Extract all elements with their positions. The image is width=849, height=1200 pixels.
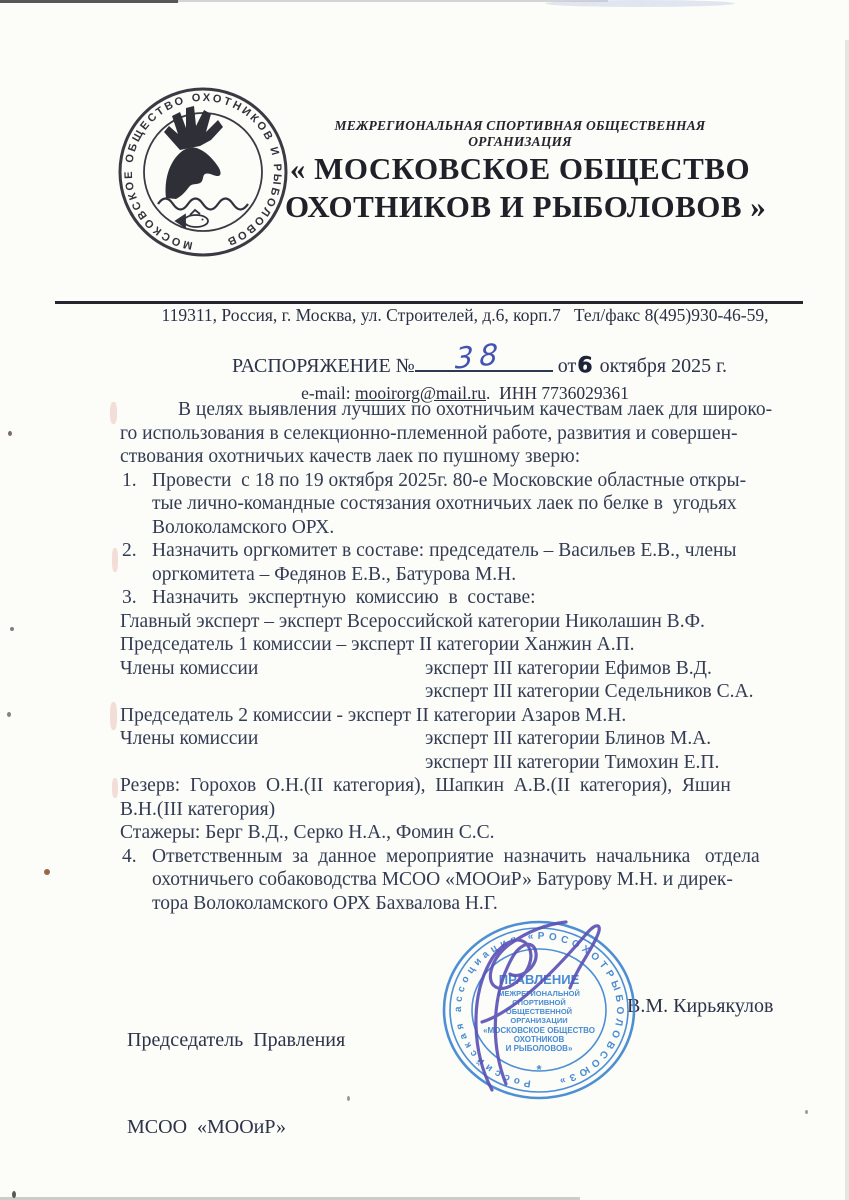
scan-smudge [110,702,117,730]
scan-speck [7,712,11,717]
body-line: Председатель 1 комиссии – эксперт II категории Ханжин А.П. [120,634,635,655]
order-heading [232,336,728,379]
body-line: го использования в селекционно-племенной работе, развития и совершен- [120,422,738,444]
scan-edge-artifact [845,40,849,1200]
fish-icon [176,210,208,227]
scan-speck [12,1191,16,1198]
scan-speck [347,1096,350,1101]
address-line1: 119311, Россия, г. Москва, ул. Строителей, д.6, корп.7 Тел/факс 8(495)930-46-59, [161,305,769,325]
body-line: тые лично-командные состязания охотничьих лаек по белке в угодьях [152,493,737,514]
scan-smudge [112,548,118,572]
signer-title-line1: Председатель Правления [127,1029,346,1051]
scan-speck [10,627,14,631]
order-number-blank [415,336,553,376]
org-title-line2: ОХОТНИКОВ И РЫБОЛОВОВ » [285,189,767,224]
body-line: эксперт III категории Тимохин Е.П. [425,751,720,773]
scan-speck [8,431,12,436]
scan-smudge [545,0,735,7]
stamp-line: И РЫБОЛОВОВ» [505,1044,573,1053]
scan-edge-artifact [0,0,178,3]
body-line: ствования охотничьих качеств лаек по пушному зверю: [120,446,581,467]
stamp-line: ОРГАНИЗАЦИИ [510,1016,568,1025]
body-line: В.Н.(III категория) [120,798,276,820]
body-line: тора Волоколамского ОРХ Бахвалова Н.Г. [152,892,498,914]
body-line: В целях выявления лучших по охотничьим качествам лаек для широко- [178,399,773,420]
body-line: 1. Провести с 18 по 19 октября 2025г. 80-е Московские областные откры- [122,469,747,491]
signer-name: В.М. Кирьякулов [627,995,774,1017]
body-line: охотничьего собаководства МСОО «МООиР» Батурову М.Н. и дирек- [152,869,733,890]
stamp-line: ОБЩЕСТВЕННОЙ [505,1007,573,1016]
stamp-line: «МОСКОВСКОЕ ОБЩЕСТВО [483,1026,595,1035]
handwritten-signature [430,900,640,1110]
scan-speck [805,1110,808,1114]
address-line2: e-mail: mooirorg@mail.ru. ИНН 7736029361 [301,383,629,403]
body-line: 2. Назначить оргкомитет в составе: председатель – Васильев Е.В., члены [122,540,737,561]
signer-title [127,968,345,1200]
body-line: Члены комиссии эксперт III категории Ефимов В.Д. [120,657,712,679]
order-date-rest: октября 2025 г. [594,355,728,377]
stamp-line: МЕЖРЕГИОНАЛЬНОЙ [498,989,580,998]
org-type-line: МЕЖРЕГИОНАЛЬНАЯ СПОРТИВНАЯ ОБЩЕСТВЕННАЯ ОРГАНИЗАЦИЯ [334,118,706,149]
order-day-handwritten: 6 [576,352,594,379]
org-title [285,150,767,226]
order-date-prefix: от [552,355,577,377]
scan-edge-artifact [178,0,608,2]
email-link[interactable]: mooirorg@mail.ru [355,383,486,403]
moose-antlers-icon [164,106,223,150]
body-line: Члены комиссии эксперт III категории Блинов М.А. [120,728,712,749]
body-line: оргкомитета – Федянов Е.В., Батурова М.Н. [152,563,517,585]
body-line: Главный эксперт – эксперт Всероссийской категории Николашин В.Ф. [120,610,705,632]
body-line: Председатель 2 комиссии - эксперт II категории Азаров М.Н. [120,704,627,726]
stamp-star: * [536,1062,542,1077]
order-label: РАСПОРЯЖЕНИЕ № [232,355,415,377]
wave-icon [158,199,248,210]
signer-title-line2: МСОО «МООиР» [127,1116,287,1138]
body-line: Резерв: Горохов О.Н.(II категория), Шапкин А.В.(II категория), Яшин [120,775,731,796]
stamp-line: ОХОТНИКОВ [513,1035,565,1044]
body-line: Стажеры: Берг В.Д., Серко Н.А., Фомин С.С. [120,822,495,843]
emblem-ring-text: МОСКОВСКОЕ ОБЩЕСТВО ОХОТНИКОВ И РЫБОЛОВОВ [122,91,284,252]
org-title-line1: « МОСКОВСКОЕ ОБЩЕСТВО [289,151,751,186]
scan-smudge [112,778,118,798]
stamp-line: СПОРТИВНОЙ [512,998,566,1007]
letterhead-divider [55,301,803,304]
scan-speck [44,869,50,875]
order-number-handwritten: 38 [454,336,505,376]
body-line: 3. Назначить экспертную комиссию в составе: [122,587,536,608]
stamp-line: ПРАВЛЕНИЕ [498,972,580,987]
body-line: Волоколамского ОРХ. [152,516,335,538]
stamp-ring-text: Российская ассоциация «РОСОХОТРЫБОЛОВСОЮЗ» [452,930,626,1089]
society-emblem-logo [112,86,296,262]
moose-icon [166,148,221,199]
body-line: 4. Ответственным за данное мероприятие назначить начальника отдела [122,845,760,867]
body-line: эксперт III категории Седельников С.А. [425,681,754,702]
